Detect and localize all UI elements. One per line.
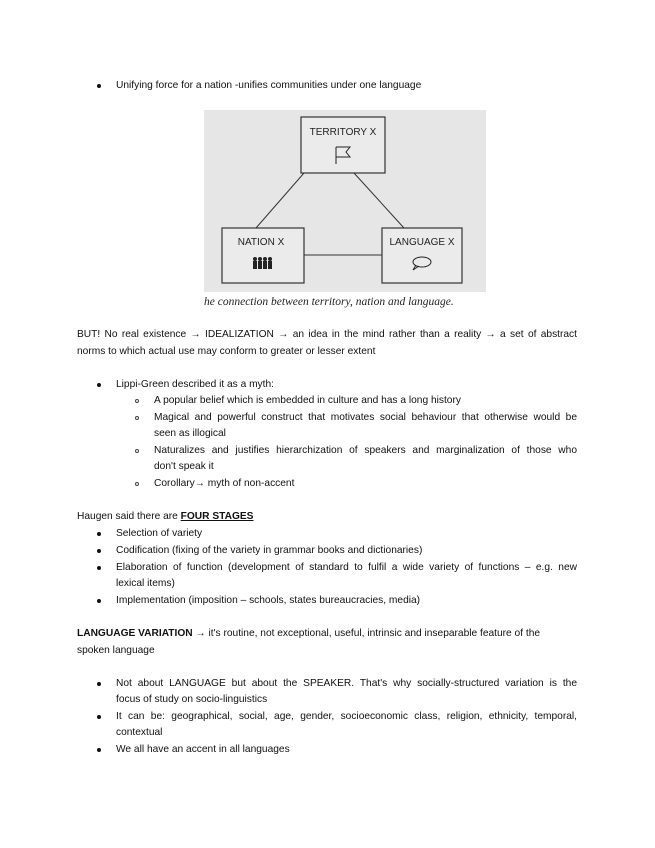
lippi-item-3-line2: don't speak it	[154, 461, 214, 472]
territory-box	[301, 117, 385, 173]
variation-bullet-3: We all have an accent in all languages	[116, 744, 290, 755]
intro-bullet-text: Unifying force for a nation -unifies communities under one language	[116, 80, 422, 91]
figure-caption: he connection between territory, nation and language.	[204, 296, 454, 308]
but-paragraph-line1: BUT! No real existence → IDEALIZATION → an idea in the mind rather than a reality → a set of abstract	[77, 329, 577, 340]
variation-line1	[77, 627, 540, 641]
sub-bullet-circle	[135, 416, 139, 420]
territory-label: TERRITORY X	[309, 127, 377, 138]
lippi-item-2-line1: Magical and powerful construct that motivates social behaviour that otherwise would be	[154, 412, 577, 423]
haugen-stage-2: Codification (fixing of the variety in grammar books and dictionaries)	[116, 545, 423, 556]
bullet-dot	[97, 383, 101, 387]
four-stages-emphasis: FOUR STAGES	[180, 511, 254, 522]
haugen-stage-4: Implementation (imposition – schools, states bureaucracies, media)	[116, 595, 421, 606]
lippi-item-4: Corollary→ myth of non-accent	[154, 478, 295, 489]
but-paragraph-line2: norms to which actual use may conform to greater or lesser extent	[77, 346, 376, 357]
bullet-dot	[97, 682, 101, 686]
territory-nation-language-figure	[204, 110, 486, 310]
bullet-dot	[97, 549, 101, 553]
haugen-stage-3-line2: lexical items)	[116, 578, 175, 589]
variation-line2: spoken language	[77, 645, 155, 656]
variation-bullet-2-line1: It can be: geographical, social, age, gender, socioeconomic class, religion, ethnicity, temporal,	[116, 711, 577, 722]
variation-bullet-1-line1: Not about LANGUAGE but about the SPEAKER. That's why socially-structured variation is the	[116, 678, 577, 689]
bullet-dot	[97, 715, 101, 719]
lippi-item-3-line1: Naturalizes and justifies hierarchization of speakers and marginalization of those who	[154, 445, 577, 456]
lippi-item-2-line2: seen as illogical	[154, 428, 226, 439]
sub-bullet-circle	[135, 482, 139, 486]
lippi-heading: Lippi-Green described it as a myth:	[116, 379, 274, 390]
bullet-dot	[97, 532, 101, 536]
haugen-intro: Haugen said there are	[77, 511, 178, 522]
variation-definition: → it's routine, not exceptional, useful, intrinsic and inseparable feature of the	[192, 628, 541, 639]
bullet-dot	[97, 84, 101, 88]
nation-label: NATION X	[237, 237, 285, 248]
haugen-stage-1: Selection of variety	[116, 528, 203, 539]
haugen-intro-line	[77, 510, 253, 524]
lippi-item-1: A popular belief which is embedded in culture and has a long history	[154, 395, 461, 406]
language-label: LANGUAGE X	[389, 237, 455, 248]
bullet-dot	[97, 599, 101, 603]
variation-term: LANGUAGE VARIATION	[77, 628, 193, 639]
variation-bullet-1-line2: focus of study on socio-linguistics	[116, 694, 268, 705]
variation-bullet-2-line2: contextual	[116, 727, 163, 738]
bullet-dot	[97, 748, 101, 752]
sub-bullet-circle	[135, 449, 139, 453]
sub-bullet-circle	[135, 399, 139, 403]
figure-diagram	[204, 110, 486, 310]
haugen-stage-3-line1: Elaboration of function (development of standard to fulfil a wide variety of functions – e.g. new	[116, 562, 577, 573]
bullet-dot	[97, 566, 101, 570]
